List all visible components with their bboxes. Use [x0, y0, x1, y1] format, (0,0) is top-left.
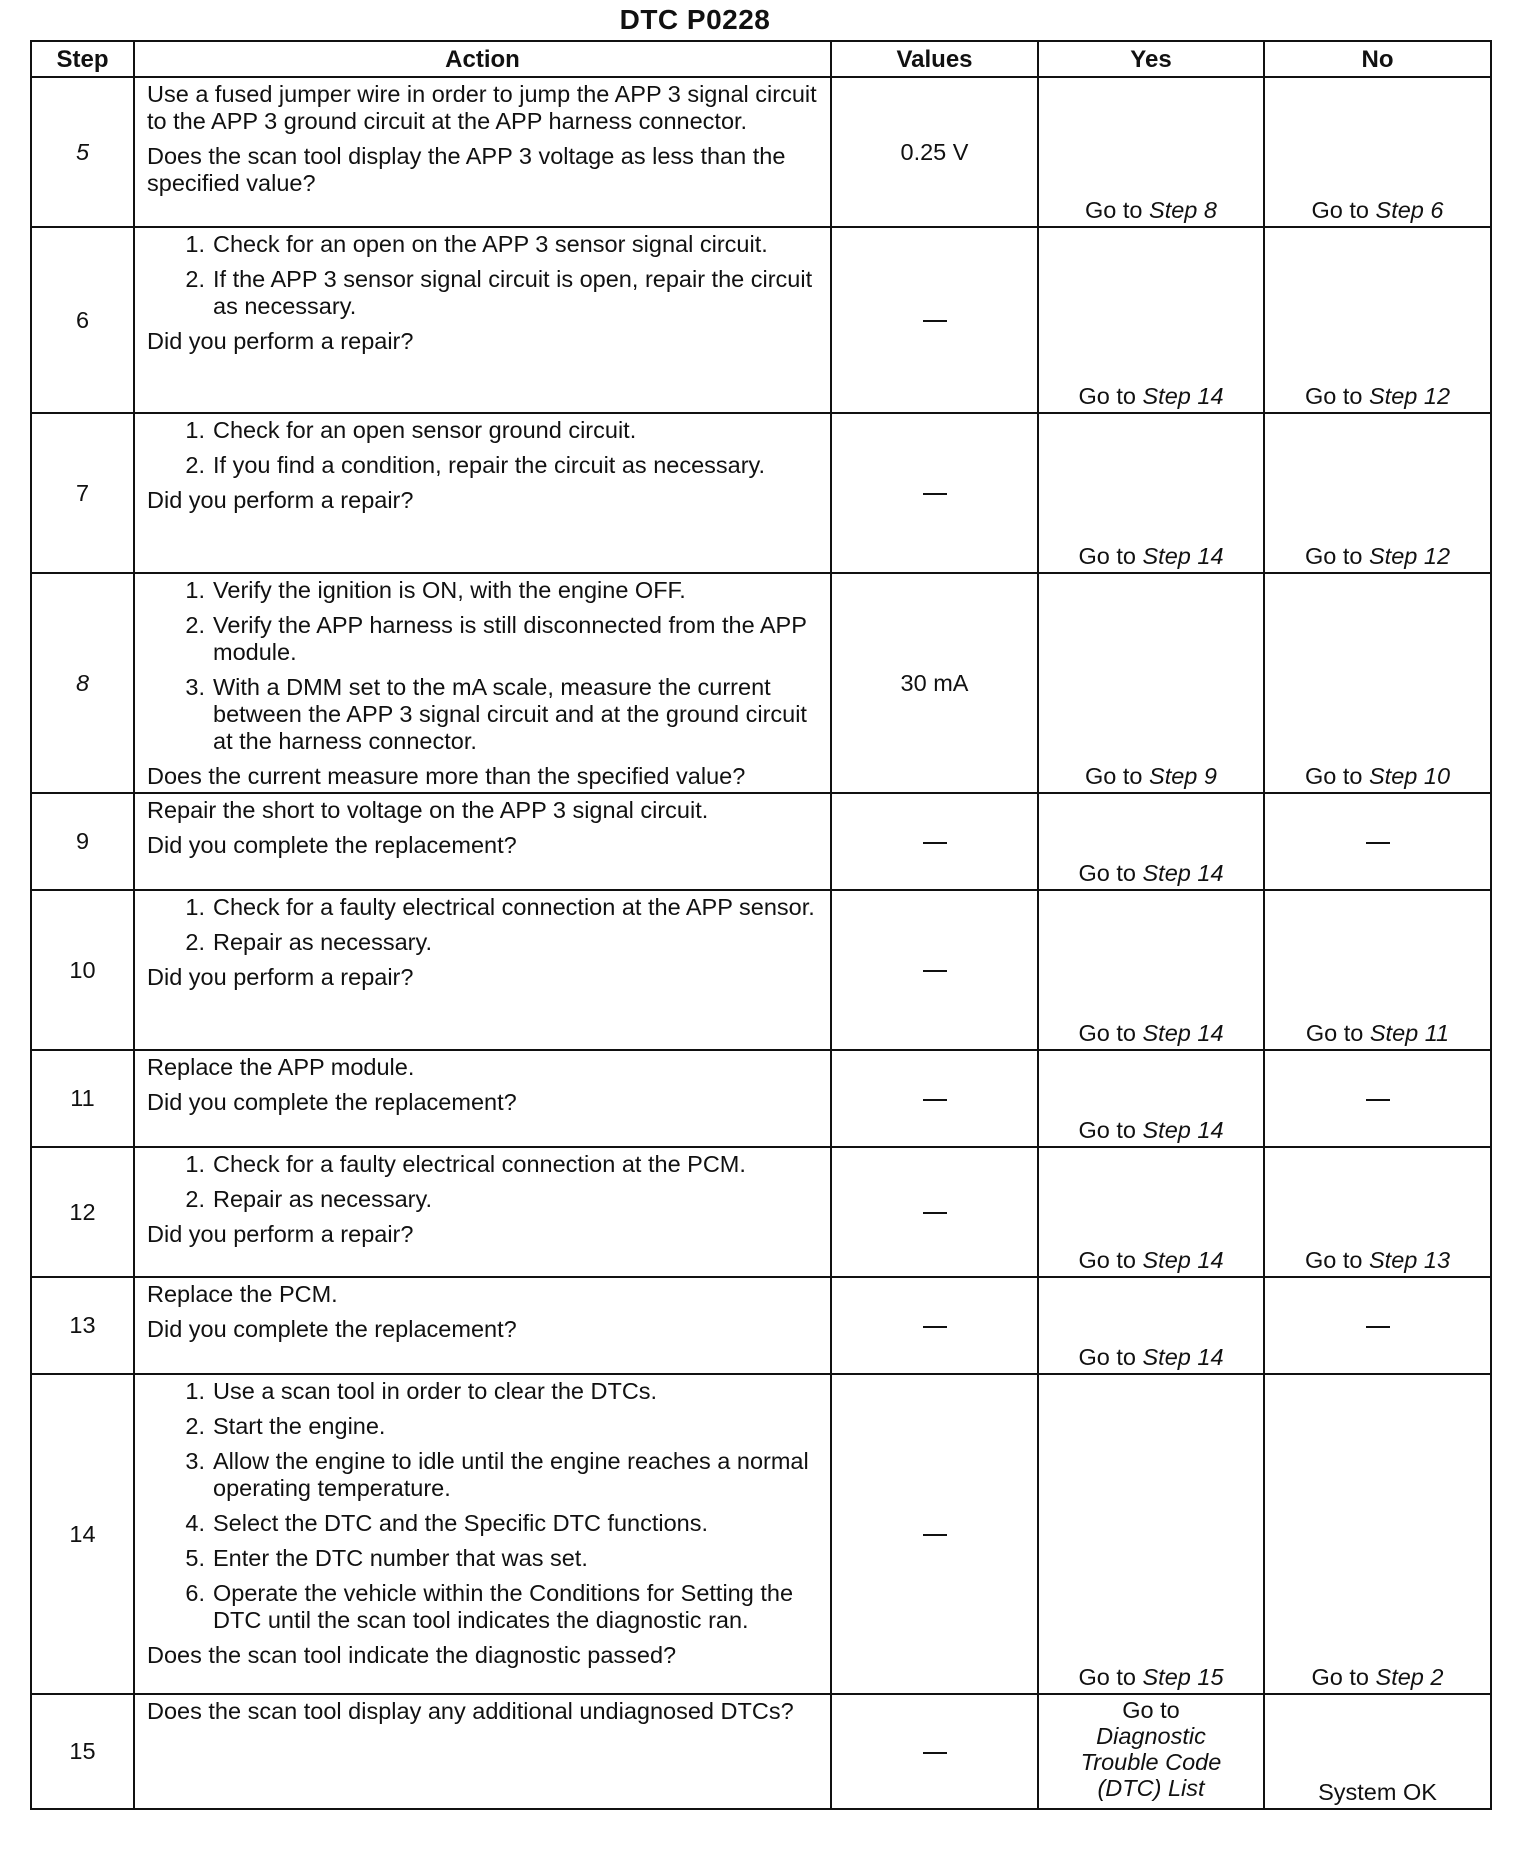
yes-link[interactable]: Step 14 — [1142, 1247, 1224, 1273]
col-header-no: No — [1264, 41, 1491, 77]
action-question: Did you complete the replacement? — [147, 832, 517, 858]
action-cell — [134, 227, 831, 413]
action-question: Did you perform a repair? — [147, 964, 414, 990]
list-item: 2. Verify the APP harness is still disconnected from the APP module. — [185, 612, 807, 665]
no-cell — [1264, 1050, 1491, 1147]
value-cell — [831, 890, 1038, 1050]
yes-cell[interactable]: Go to Step 14 — [1038, 227, 1264, 413]
table-row — [31, 1277, 1491, 1374]
yes-link[interactable]: Step 14 — [1142, 1117, 1224, 1143]
table-row — [31, 413, 1491, 573]
action-text: Use a fused jumper wire in order to jump the APP 3 signal circuit to the APP 3 ground circuit at the APP harness connector. — [147, 81, 817, 134]
value-cell — [831, 1277, 1038, 1374]
table-row — [31, 793, 1491, 890]
action-question: Does the scan tool display the APP 3 voltage as less than the specified value? — [147, 143, 786, 196]
dash-mark — [923, 1212, 947, 1214]
yes-cell[interactable]: Go to Diagnostic Trouble Code (DTC) List — [1038, 1694, 1264, 1809]
list-item: 1. Use a scan tool in order to clear the DTCs. — [185, 1378, 658, 1404]
value-cell — [831, 1050, 1038, 1147]
value-cell — [831, 1374, 1038, 1694]
table-row — [31, 1374, 1491, 1694]
value-cell — [831, 413, 1038, 573]
action-question: Did you perform a repair? — [147, 328, 414, 354]
step-number: 10 — [31, 890, 134, 1050]
no-link[interactable]: Step 11 — [1369, 1020, 1450, 1046]
yes-cell[interactable]: Go to Step 8 — [1038, 77, 1264, 227]
yes-link[interactable]: Step 8 — [1149, 197, 1217, 223]
step-number: 14 — [31, 1374, 134, 1694]
dash-mark — [923, 1752, 947, 1754]
no-cell[interactable]: Go to Step 10 — [1264, 573, 1491, 793]
action-cell — [134, 573, 831, 793]
action-question: Did you perform a repair? — [147, 487, 414, 513]
action-text: Replace the APP module. — [147, 1054, 415, 1080]
action-question: Did you complete the replacement? — [147, 1316, 517, 1342]
no-link[interactable]: Step 13 — [1369, 1247, 1451, 1273]
dash-mark — [923, 493, 947, 495]
yes-link[interactable]: Step 14 — [1142, 1344, 1224, 1370]
list-item: 2. Repair as necessary. — [185, 929, 432, 955]
action-cell — [134, 890, 831, 1050]
step-number: 9 — [31, 793, 134, 890]
no-link[interactable]: Step 6 — [1375, 197, 1444, 223]
action-question: Did you perform a repair? — [147, 1221, 414, 1247]
list-item: 1. Check for an open on the APP 3 sensor signal circuit. — [185, 231, 768, 257]
list-item: 2. Start the engine. — [185, 1413, 386, 1439]
dash-mark — [1366, 842, 1390, 844]
yes-cell[interactable]: Go to Step 14 — [1038, 1050, 1264, 1147]
step-number: 12 — [31, 1147, 134, 1277]
col-header-action: Action — [134, 41, 831, 77]
list-item: 4. Select the DTC and the Specific DTC functions. — [185, 1510, 709, 1536]
no-cell[interactable]: Go to Step 13 — [1264, 1147, 1491, 1277]
no-cell[interactable]: Go to Step 12 — [1264, 227, 1491, 413]
dash-mark — [923, 970, 947, 972]
yes-cell[interactable]: Go to Step 14 — [1038, 1147, 1264, 1277]
step-number: 11 — [31, 1050, 134, 1147]
action-text: Repair the short to voltage on the APP 3 signal circuit. — [147, 797, 709, 823]
value-cell: 30 mA — [831, 573, 1038, 793]
yes-cell[interactable]: Go to Step 14 — [1038, 413, 1264, 573]
table-row — [31, 77, 1491, 227]
action-cell — [134, 1694, 831, 1809]
dash-mark — [923, 1534, 947, 1536]
action-question: Does the scan tool indicate the diagnostic passed? — [147, 1642, 677, 1668]
yes-link[interactable]: Step 14 — [1142, 383, 1224, 409]
dash-mark — [923, 320, 947, 322]
col-header-yes: Yes — [1038, 41, 1264, 77]
list-item: 5. Enter the DTC number that was set. — [185, 1545, 588, 1571]
value-cell: 0.25 V — [831, 77, 1038, 227]
yes-cell[interactable]: Go to Step 14 — [1038, 890, 1264, 1050]
action-text: Replace the PCM. — [147, 1281, 338, 1307]
action-cell — [134, 1147, 831, 1277]
table-row — [31, 1694, 1491, 1809]
dtc-table — [30, 40, 1492, 1810]
action-list — [147, 1378, 820, 1634]
action-cell — [134, 793, 831, 890]
step-number: 15 — [31, 1694, 134, 1809]
col-header-step: Step — [31, 41, 134, 77]
list-item: 3. Allow the engine to idle until the engine reaches a normal operating temperature. — [185, 1448, 809, 1501]
no-link[interactable]: Step 2 — [1375, 1664, 1444, 1690]
action-cell — [134, 1050, 831, 1147]
step-number: 13 — [31, 1277, 134, 1374]
action-cell — [134, 1374, 831, 1694]
value-cell — [831, 227, 1038, 413]
yes-link[interactable]: Step 14 — [1142, 1020, 1224, 1046]
no-cell — [1264, 1277, 1491, 1374]
action-list — [147, 1151, 820, 1213]
no-link[interactable]: Step 12 — [1369, 383, 1451, 409]
list-item: 2. Repair as necessary. — [185, 1186, 432, 1212]
yes-link[interactable]: Step 15 — [1142, 1664, 1224, 1690]
step-number: 8 — [31, 573, 134, 793]
no-cell — [1264, 793, 1491, 890]
action-cell — [134, 1277, 831, 1374]
dash-mark — [923, 1326, 947, 1328]
yes-link[interactable]: Step 14 — [1142, 543, 1224, 569]
list-item: 6. Operate the vehicle within the Conditions for Setting the DTC until the scan tool indicates the diagnostic ran. — [185, 1580, 794, 1633]
dash-mark — [923, 1099, 947, 1101]
table-row — [31, 1147, 1491, 1277]
step-number: 6 — [31, 227, 134, 413]
table-row — [31, 573, 1491, 793]
no-cell[interactable]: Go to Step 12 — [1264, 413, 1491, 573]
step-number: 5 — [31, 77, 134, 227]
yes-cell[interactable]: Go to Step 15 — [1038, 1374, 1264, 1694]
no-link[interactable]: Step 12 — [1369, 543, 1451, 569]
yes-cell[interactable]: Go to Step 14 — [1038, 793, 1264, 890]
list-item: 1. Verify the ignition is ON, with the engine OFF. — [185, 577, 686, 603]
yes-link[interactable]: Step 14 — [1142, 860, 1224, 886]
action-cell — [134, 413, 831, 573]
action-question: Does the current measure more than the specified value? — [147, 763, 746, 789]
yes-link[interactable]: Diagnostic Trouble Code (DTC) List — [1080, 1723, 1222, 1801]
table-row — [31, 1050, 1491, 1147]
yes-cell[interactable]: Go to Step 14 — [1038, 1277, 1264, 1374]
action-list — [147, 577, 820, 755]
value-cell — [831, 1694, 1038, 1809]
value-cell — [831, 793, 1038, 890]
dash-mark — [923, 842, 947, 844]
list-item: 1. Check for an open sensor ground circuit. — [185, 417, 637, 443]
dash-mark — [1366, 1099, 1390, 1101]
value-cell — [831, 1147, 1038, 1277]
no-cell[interactable]: Go to Step 11 — [1264, 890, 1491, 1050]
table-row — [31, 227, 1491, 413]
action-list — [147, 894, 820, 956]
list-item: 2. If the APP 3 sensor signal circuit is open, repair the circuit as necessary. — [185, 266, 813, 319]
no-cell: System OK — [1264, 1694, 1491, 1809]
step-number: 7 — [31, 413, 134, 573]
action-question: Does the scan tool display any additional undiagnosed DTCs? — [147, 1698, 794, 1724]
action-cell — [134, 77, 831, 227]
yes-link[interactable]: Step 9 — [1149, 763, 1217, 789]
list-item: 2. If you find a condition, repair the circuit as necessary. — [185, 452, 766, 478]
no-link[interactable]: Step 10 — [1369, 763, 1451, 789]
page-title: DTC P0228 — [619, 4, 771, 35]
no-cell[interactable]: Go to Step 6 — [1264, 77, 1491, 227]
table-row — [31, 890, 1491, 1050]
action-list — [147, 231, 820, 320]
header-row — [31, 41, 1491, 77]
action-question: Did you complete the replacement? — [147, 1089, 517, 1115]
col-header-values: Values — [831, 41, 1038, 77]
no-cell[interactable]: Go to Step 2 — [1264, 1374, 1491, 1694]
list-item: 3. With a DMM set to the mA scale, measure the current between the APP 3 signal circuit and at the ground circuit at the harness connector. — [185, 674, 807, 754]
list-item: 1. Check for a faulty electrical connection at the APP sensor. — [185, 894, 815, 920]
action-list — [147, 417, 820, 479]
list-item: 1. Check for a faulty electrical connection at the PCM. — [185, 1151, 746, 1177]
dash-mark — [1366, 1326, 1390, 1328]
yes-cell[interactable]: Go to Step 9 — [1038, 573, 1264, 793]
